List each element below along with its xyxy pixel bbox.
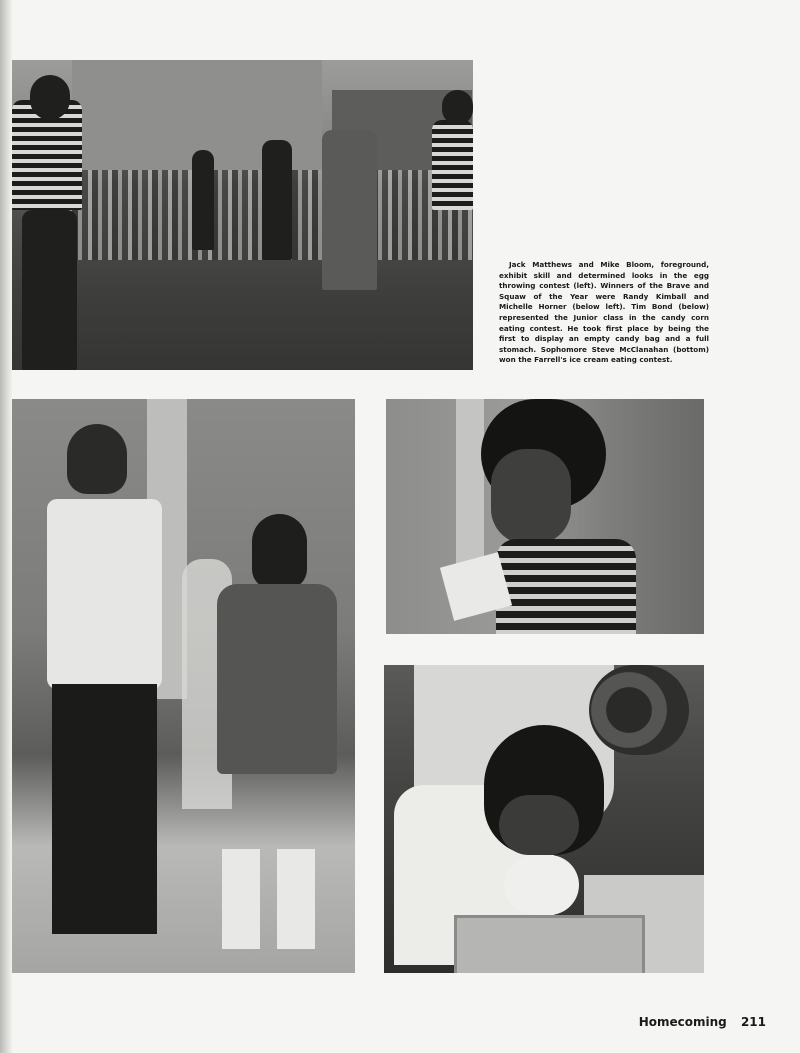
photo-egg-throwing-contest (12, 60, 473, 370)
section-title: Homecoming (638, 1015, 727, 1029)
page-number: 211 (740, 1015, 766, 1029)
photo-candy-corn-contest (386, 399, 704, 634)
page-binding-edge (0, 0, 12, 1053)
page-footer (639, 1015, 766, 1029)
photo-caption: Jack Matthews and Mike Bloom, foreground, exhibit skill and determined looks in the egg throwing contest (left). Winners of the Brave and Squaw of the Year were Randy Kimball and Michelle Horner (below left). Tim Bond (below) represented the Junior class in the candy corn eating contest. He took first place by being the first to display an empty candy bag and a full stomach. Sophomore Steve McClanahan (bottom) won the Farrell's ice cream eating contest. (499, 260, 709, 365)
photo-brave-and-squaw (12, 399, 355, 973)
photo-ice-cream-contest (384, 665, 704, 973)
